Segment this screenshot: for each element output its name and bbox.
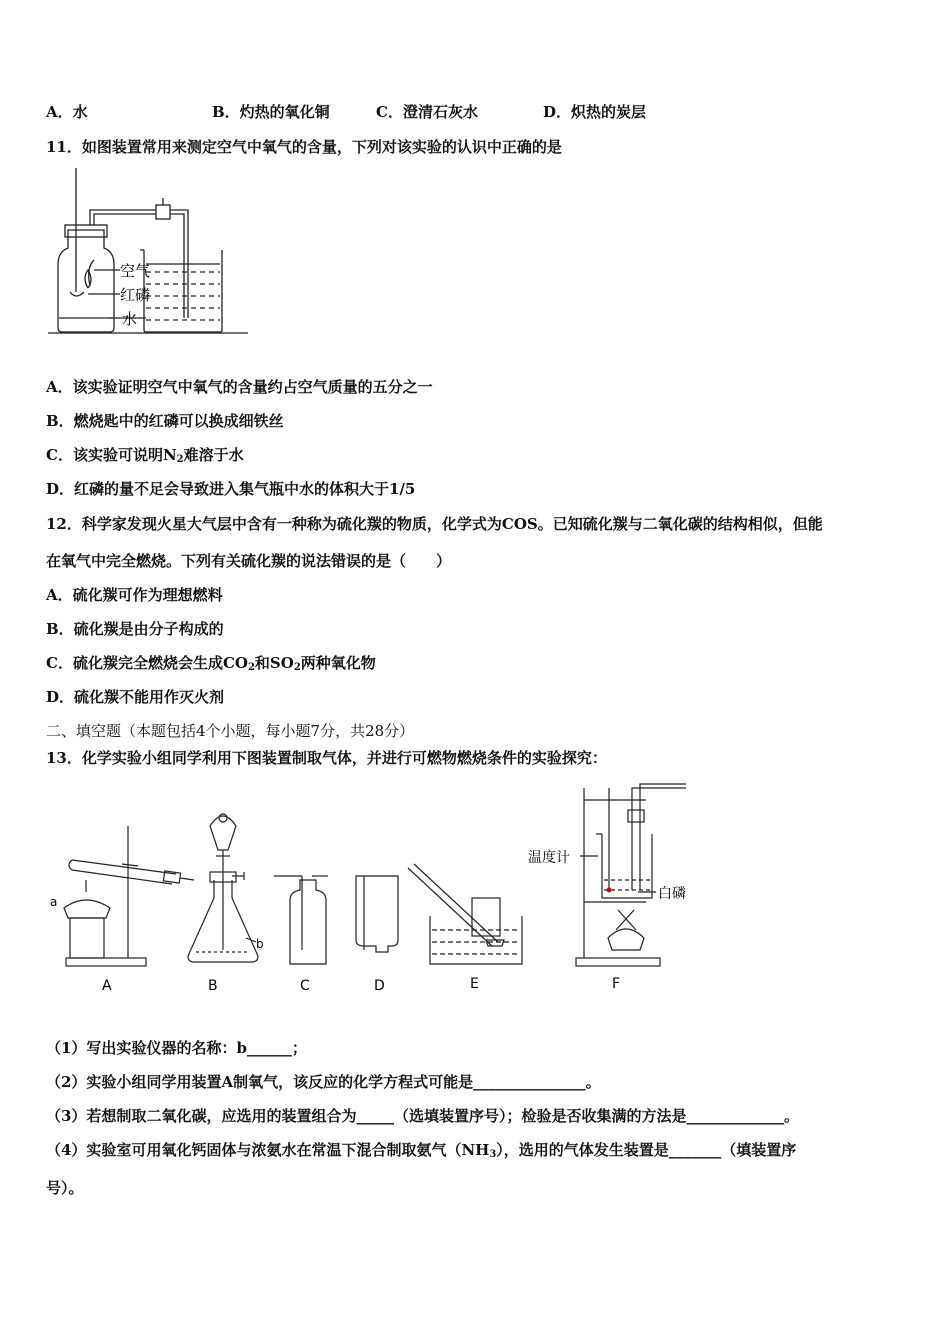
q13-part1: （1）写出实验仪器的名称：b______； [46,1039,307,1057]
q13-part3: （3）若想制取二氧化碳，应选用的装置组合为_____（选填装置序号）；检验是否收集满的方法是_____________。 [46,1107,799,1125]
label-thermometer: 温度计 [528,850,570,866]
q12-option-b: B．硫化羰是由分子构成的 [46,620,224,638]
label-red-phosphorus: 红磷 [120,286,151,304]
label-apparatus-C: C [300,978,310,994]
q11-option-a: A．该实验证明空气中氧气的含量约占空气质量的五分之一 [46,378,433,396]
q11-apparatus-figure [48,168,248,338]
q10-option-b: B．灼热的氧化铜 [212,103,330,121]
q10-option-a: A．水 [46,103,88,121]
section-2-heading: 二、填空题（本题包括4个小题，每小题7分，共28分） [46,722,415,740]
q11-stem: 11．如图装置常用来测定空气中氧气的含量，下列对该实验的认识中正确的是 [46,138,562,156]
label-apparatus-B: B [208,978,218,994]
q11-option-c: C．该实验可说明$N_2$难溶于水 [46,446,244,465]
q13-apparatus-figure [46,780,706,1000]
q13-part4-line1: （4）实验室可用氧化钙固体与浓氨水在常温下混合制取氨气$(NH_3)$，选用的气体发生装置是_______（填装置序 [46,1141,797,1160]
label-water: 水 [122,310,138,328]
q13-stem: 13．化学实验小组同学利用下图装置制取气体，并进行可燃物燃烧条件的实验探究： [46,749,607,767]
q11-option-d: D．红磷的量不足会导致进入集气瓶中水的体积大于1/5 [46,480,416,498]
label-a: a [50,895,58,909]
q12-stem-line2: 在氧气中完全燃烧。下列有关硫化羰的说法错误的是（ ） [46,552,452,570]
label-white-phosphorus: 白磷 [658,886,686,902]
q11-option-b: B．燃烧匙中的红磷可以换成细铁丝 [46,412,284,430]
q13-part4-line2: 号）。 [46,1179,84,1197]
q13-part2: （2）实验小组同学用装置A制氧气，该反应的化学方程式可能是_______________。 [46,1073,601,1091]
label-apparatus-F: F [612,976,621,992]
q12-option-c: C．硫化羰完全燃烧会生成$CO_2$和$SO_2$两种氧化物 [46,654,376,673]
label-apparatus-A: A [102,978,112,994]
label-apparatus-D: D [374,978,385,994]
label-apparatus-E: E [470,976,479,992]
q12-stem-line1: 12．科学家发现火星大气层中含有一种称为硫化羰的物质，化学式为COS。已知硫化羰与二氧化碳的结构相似，但能 [46,515,823,533]
q10-option-d: D．炽热的炭层 [543,103,647,121]
q12-option-a: A．硫化羰可作为理想燃料 [46,586,223,604]
q10-option-c: C．澄清石灰水 [376,103,478,121]
q12-option-d: D．硫化羰不能用作灭火剂 [46,688,225,706]
label-air: 空气 [120,262,151,280]
label-b: b [256,937,264,951]
